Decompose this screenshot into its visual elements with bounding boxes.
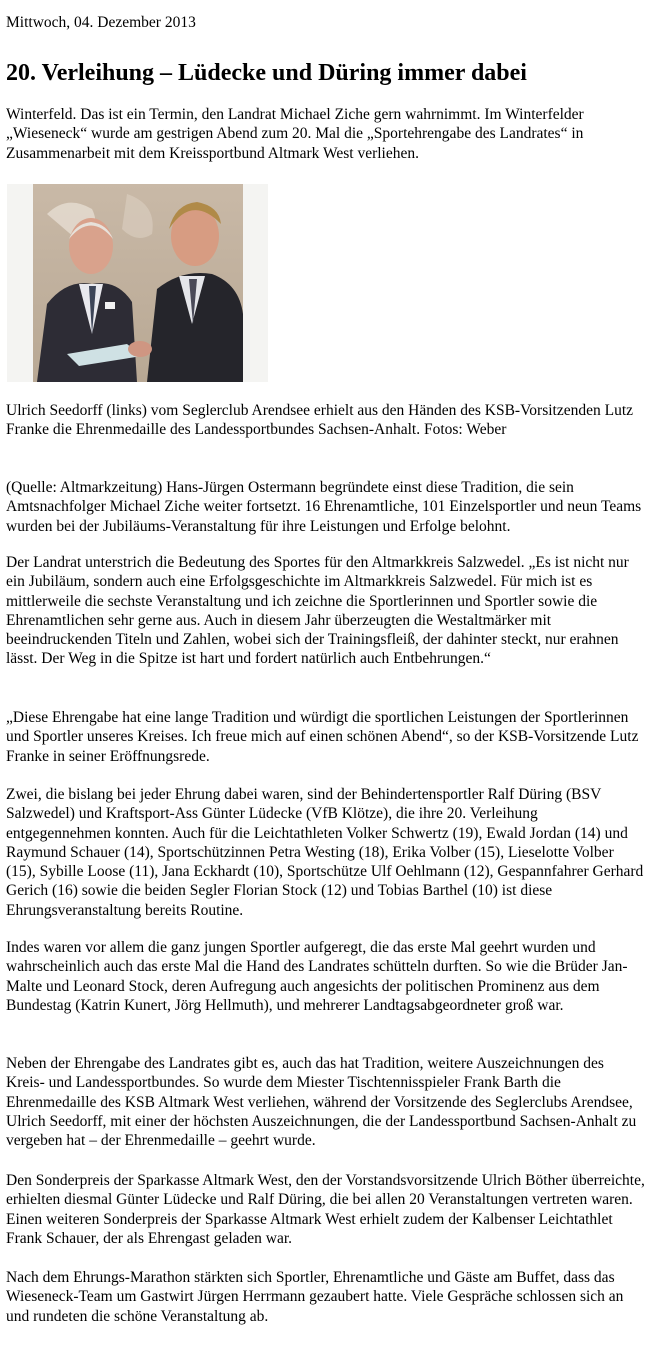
article-paragraph: Nach dem Ehrungs-Marathon stärkten sich Sportler, Ehrenamtliche und Gäste am Buffet, dass das Wieseneck-Team um Gastwirt Jürgen Herrmann gezaubert hatte. Viele Gespräche schlossen sich an und rundeten die schöne Veranstaltung ab. (6, 1269, 624, 1325)
article-date: Mittwoch, 04. Dezember 2013 (6, 14, 196, 31)
article-intro: Winterfeld. Das ist ein Termin, den Landrat Michael Ziche gern wahrnimmt. Im Winterfelder „Wieseneck“ wurde am gestrigen Abend zum 20. Mal die „Sportehrengabe des Landrates“ in Zusammenarbeit mit dem Kreissportbund Altmark West verliehen. (6, 106, 584, 162)
article-paragraph: Indes waren vor allem die ganz jungen Sportler aufgeregt, die das erste Mal geehrt wurden und wahrscheinlich auch das erste Mal die Hand des Landrates schütteln durften. So wie die Brüder Jan-Malte und Leonard Stock, deren Aufregung auch angesichts der politischen Prominenz aus dem Bundestag (Katrin Kunert, Jörg Hellmuth), und mehrerer Landtagsabgeordneter groß war. (6, 939, 628, 1014)
article-paragraph: Neben der Ehrengabe des Landrates gibt es, auch das hat Tradition, weitere Auszeichnungen des Kreis- und Landessportbundes. So wurde dem Miester Tischtennisspieler Frank Barth die Ehrenmedaille des KSB Altmark West verliehen, während der Vorsitzende des Seglerclubs Arendsee, Ulrich Seedorff, mit einer der höchsten Auszeichnungen, die der Landessportbund Sachsen-Anhalt zu vergeben hat – der Ehrenmedaille – geehrt wurde. (6, 1055, 637, 1150)
article-paragraph: Der Landrat unterstrich die Bedeutung des Sportes für den Altmarkkreis Salzwedel. „Es ist nicht nur ein Jubiläum, sondern auch eine Erfolgsgeschichte im Altmarkkreis Salzwedel. Für mich ist es mittlerweile die sechste Veranstaltung und ich zeichne die Sportlerinnen und Sportler sowie die Ehrenamtlichen sehr gerne aus. Auch in diesem Jahr überzeugten die Westaltmärker mit beeindruckenden Titeln und Zahlen, wobei sich der Trainingsfleiß, der dahinter steckt, nur erahnen lässt. Der Weg in die Spitze ist hart und fordert natürlich auch Entbehrungen.“ (6, 554, 629, 668)
article-paragraph: (Quelle: Altmarkzeitung) Hans-Jürgen Ostermann begründete einst diese Tradition, die sein Amtsnachfolger Michael Ziche weiter fortsetzt. 16 Ehrenamtliche, 101 Einzelsportler und neun Teams wurden bei der Jubiläums-Veranstaltung für ihre Leistungen und Erfolge belohnt. (6, 479, 642, 535)
photo-caption: Ulrich Seedorff (links) vom Seglerclub Arendsee erhielt aus den Händen des KSB-Vorsitzenden Lutz Franke die Ehrenmedaille des Landessportbundes Sachsen-Anhalt. Fotos: Weber (6, 402, 634, 439)
article-paragraph: Den Sonderpreis der Sparkasse Altmark West, den der Vorstandsvorsitzende Ulrich Böther überreichte, erhielten diesmal Günter Lüdecke und Ralf Düring, die bei allen 20 Veranstaltungen vertreten waren. Einen weiteren Sonderpreis der Sparkasse Altmark West erhielt zudem der Kalbenser Leichtathlet Frank Schauer, der als Ehrengast geladen war. (6, 1172, 645, 1247)
article-title: 20. Verleihung – Lüdecke und Düring immer dabei (6, 60, 527, 86)
article-paragraph: Zwei, die bislang bei jeder Ehrung dabei waren, sind der Behindertensportler Ralf Düring (BSV Salzwedel) und Kraftsport-Ass Günter Lüdecke (VfB Klötze), die ihre 20. Verleihung entgegennehmen konnten. Auch für die Leichtathleten Volker Schwertz (19), Ewald Jordan (14) und Raymund Schauer (14), Sportschützinnen Petra Westing (18), Erika Volber (15), Lieselotte Volber (15), Sybille Loose (11), Jana Eckhardt (10), Sportschütze Ulf Oehlmann (12), Gespannfahrer Gerhard Gerich (16) sowie die beiden Segler Florian Stock (12) und Tobias Barthel (10) ist diese Ehrungsveranstaltung bereits Routine. (6, 786, 644, 919)
article-paragraph: „Diese Ehrengabe hat eine lange Tradition und würdigt die sportlichen Leistungen der Sportlerinnen und Sportler unseres Kreises. Ich freue mich auf einen schönen Abend“, so der KSB-Vorsitzende Lutz Franke in seiner Eröffnungsrede. (6, 709, 639, 765)
award-photo (7, 184, 268, 382)
